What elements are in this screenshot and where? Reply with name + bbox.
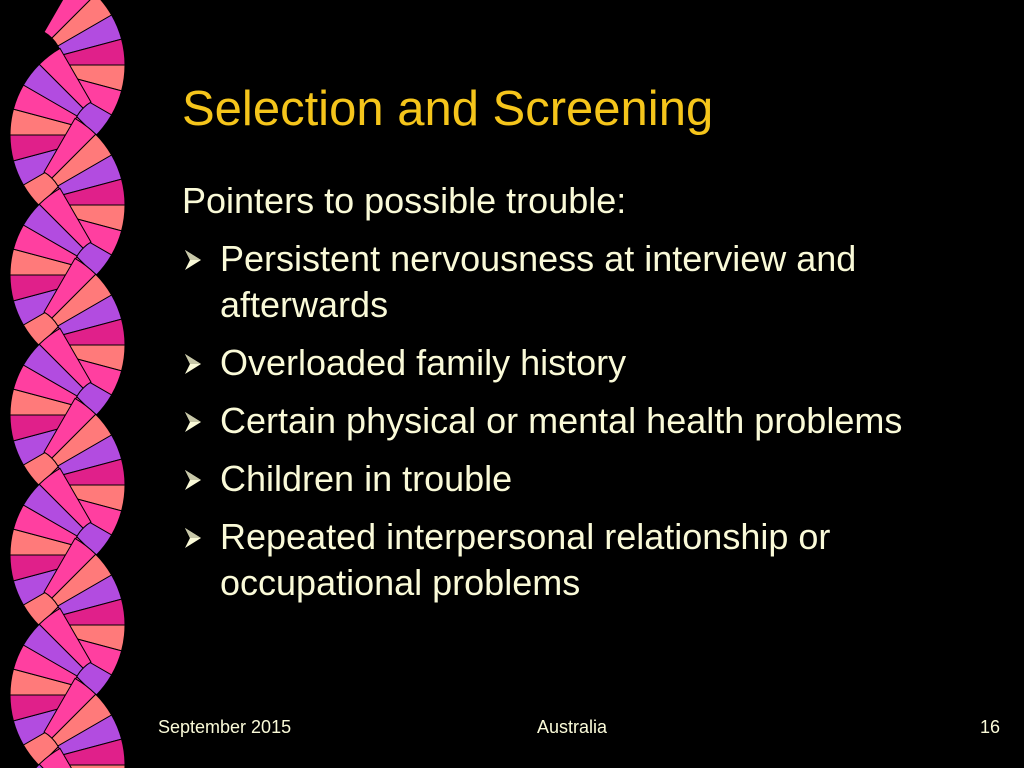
list-item [182, 340, 942, 386]
bullet-list [182, 236, 942, 618]
arrowhead-bullet-icon [184, 469, 202, 491]
page-number: 16 [979, 717, 1000, 737]
arrowhead-bullet-icon [184, 353, 202, 375]
bullet-text: Repeated interpersonal relationship or occupational problems [220, 516, 831, 603]
list-item [182, 398, 942, 444]
intro-text: Pointers to possible trouble: [182, 180, 627, 221]
slide-title: Selection and Screening [182, 82, 714, 136]
bullet-text: Overloaded family history [220, 342, 627, 383]
arrowhead-bullet-icon [184, 249, 202, 271]
list-item [182, 456, 942, 502]
arrowhead-bullet-icon [184, 527, 202, 549]
fan-ribbon-icon [0, 0, 140, 768]
footer-date: September 2015 [158, 717, 292, 737]
bullet-text: Certain physical or mental health problems [220, 400, 903, 441]
bullet-text: Children in trouble [220, 458, 513, 499]
bullet-text: Persistent nervousness at interview and afterwards [220, 238, 857, 325]
list-item [182, 514, 942, 606]
footer-center-text: Australia [537, 717, 608, 737]
list-item [182, 236, 942, 328]
arrowhead-bullet-icon [184, 411, 202, 433]
